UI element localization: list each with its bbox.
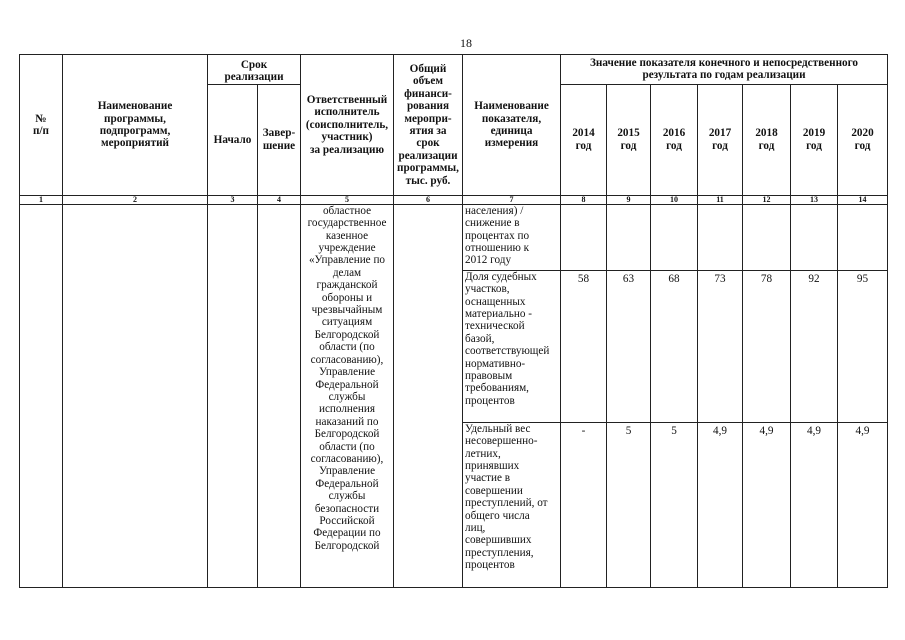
value-2018: 78 <box>743 270 791 422</box>
value-2015: 5 <box>607 422 651 587</box>
row-end-cell <box>258 204 301 587</box>
header-year-2015: 2015 год <box>607 84 651 195</box>
value-2014: 58 <box>561 270 607 422</box>
indicator-cell: Удельный вес несовершенно- летних, принявших участие в совершении преступлений, от общего числа лиц, совершивших преступления, процентов <box>463 422 561 587</box>
value-2020: 4,9 <box>838 422 888 587</box>
page-number: 18 <box>460 36 472 50</box>
header-indicator: Наименование показателя, единица измерения <box>463 55 561 196</box>
header-start: Начало <box>208 84 258 195</box>
value-2019: 92 <box>791 270 838 422</box>
header-year-2018: 2018 год <box>743 84 791 195</box>
column-number: 13 <box>791 195 838 204</box>
header-year-2019: 2019 год <box>791 84 838 195</box>
header-year-2016: 2016 год <box>651 84 698 195</box>
header-no: № п/п <box>20 55 63 196</box>
indicators-table <box>19 54 888 588</box>
value-2015 <box>607 204 651 270</box>
column-number: 3 <box>208 195 258 204</box>
value-2015: 63 <box>607 270 651 422</box>
header-end: Завер- шение <box>258 84 301 195</box>
value-2019: 4,9 <box>791 422 838 587</box>
column-number: 7 <box>463 195 561 204</box>
header-funding: Общий объем финанси- рования меропри- ятия за срок реализации программы, тыс. руб. <box>394 55 463 196</box>
header-values-group: Значение показателя конечного и непосредственного результата по годам реализации <box>561 55 888 85</box>
column-number: 8 <box>561 195 607 204</box>
indicator-cell: Доля судебных участков, оснащенных материально - технической базой, соответствующей нормативно- правовым требованиям, процентов <box>463 270 561 422</box>
column-number: 9 <box>607 195 651 204</box>
row-no-cell <box>20 204 63 587</box>
header-name: Наименование программы, подпрограмм, мероприятий <box>63 55 208 196</box>
column-number: 2 <box>63 195 208 204</box>
header-year-2017: 2017 год <box>698 84 743 195</box>
value-2018 <box>743 204 791 270</box>
column-number: 1 <box>20 195 63 204</box>
column-number: 4 <box>258 195 301 204</box>
header-year-2014: 2014 год <box>561 84 607 195</box>
column-number: 12 <box>743 195 791 204</box>
row-start-cell <box>208 204 258 587</box>
header-year-2020: 2020 год <box>838 84 888 195</box>
value-2016: 68 <box>651 270 698 422</box>
header-term: Срок реализации <box>208 55 301 85</box>
value-2016: 5 <box>651 422 698 587</box>
column-number: 5 <box>301 195 394 204</box>
value-2019 <box>791 204 838 270</box>
column-number: 6 <box>394 195 463 204</box>
column-number: 14 <box>838 195 888 204</box>
value-2017 <box>698 204 743 270</box>
column-number-row <box>20 195 888 204</box>
column-number: 11 <box>698 195 743 204</box>
indicator-cell: населения) / снижение в процентах по отношению к 2012 году <box>463 204 561 270</box>
value-2017: 4,9 <box>698 422 743 587</box>
column-number: 10 <box>651 195 698 204</box>
table-row <box>20 204 888 270</box>
value-2020 <box>838 204 888 270</box>
value-2016 <box>651 204 698 270</box>
executor-cell: областное государственное казенное учреждение «Управление по делам гражданской обороны и чрезвычайным ситуациям Белгородской области (по согласованию), Управление Федеральной службы исполнения наказаний по Белгородской области (по согласованию), Управление Федеральной службы безопасности Российской Федерации по Белгородской <box>301 204 394 587</box>
value-2018: 4,9 <box>743 422 791 587</box>
funding-cell <box>394 204 463 587</box>
value-2020: 95 <box>838 270 888 422</box>
value-2017: 73 <box>698 270 743 422</box>
value-2014 <box>561 204 607 270</box>
row-name-cell <box>63 204 208 587</box>
value-2014: - <box>561 422 607 587</box>
header-executor: Ответственный исполнитель (соисполнитель, участник) за реализацию <box>301 55 394 196</box>
